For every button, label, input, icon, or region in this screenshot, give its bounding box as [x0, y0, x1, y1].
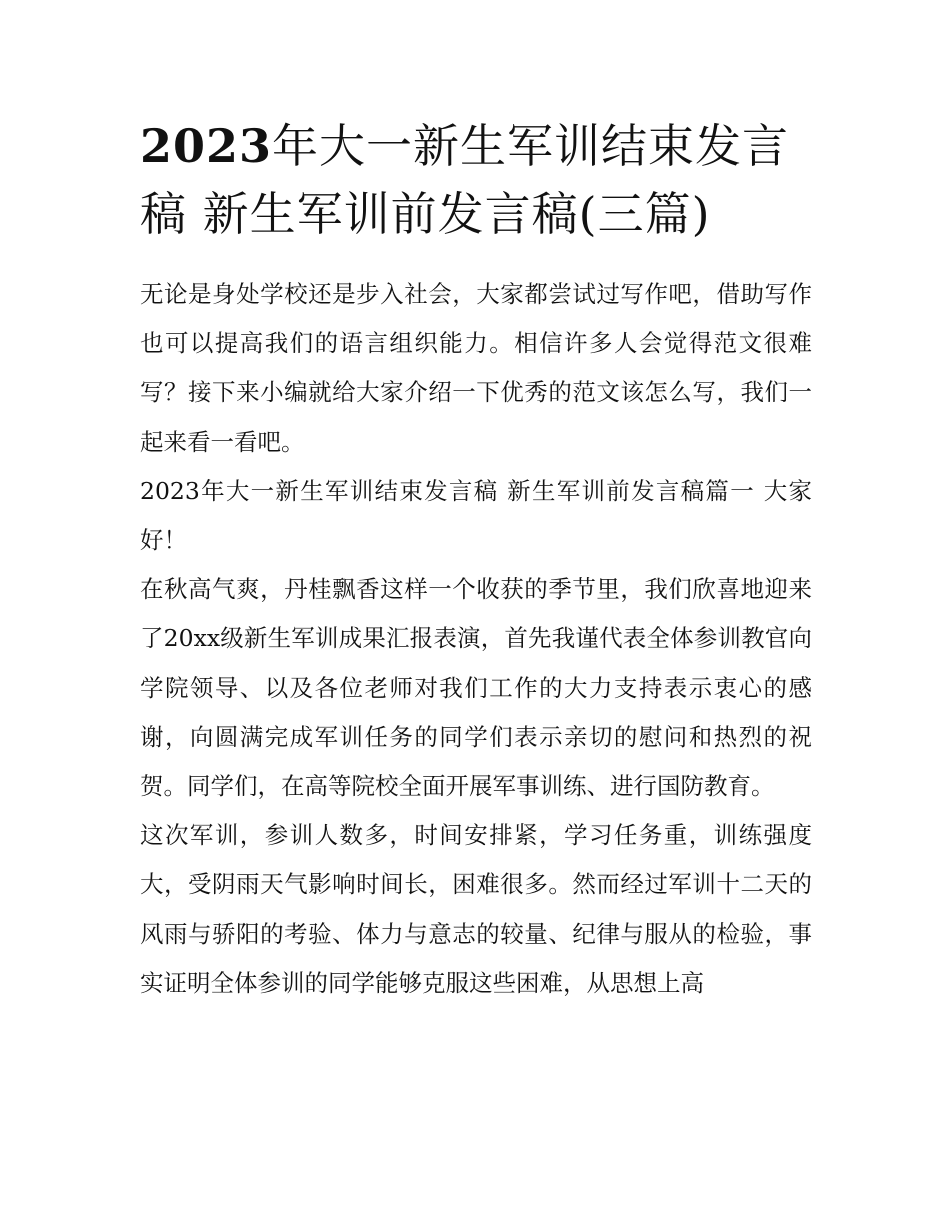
document-body: [140, 270, 812, 1008]
document-content: [140, 112, 812, 1008]
paragraph-opening: 在秋高气爽，丹桂飘香这样一个收获的季节里，我们欣喜地迎来了20xx级新生军训成果汇报表演，首先我谨代表全体参训教官向学院领导、以及各位老师对我们工作的大力支持表示衷心的感谢，向圆满完成军训任务的同学们表示亲切的慰问和热烈的祝贺。同学们，在高等院校全面开展军事训练、进行国防教育。: [140, 575, 812, 801]
title-text: 年大一新生军训结束发言稿 新生军训前发言稿(三篇): [140, 119, 790, 241]
paragraph-intro: 无论是身处学校还是步入社会，大家都尝试过写作吧，借助写作也可以提高我们的语言组织能力。相信许多人会觉得范文很难写？接下来小编就给大家介绍一下优秀的范文该怎么写，我们一起来看一看吧。: [140, 280, 812, 456]
paragraph-training: 这次军训，参训人数多，时间安排紧，学习任务重，训练强度大，受阴雨天气影响时间长，困难很多。然而经过军训十二天的风雨与骄阳的考验、体力与意志的较量、纪律与服从的检验，事实证明全体参训的同学能够克服这些困难，从思想上高: [140, 821, 812, 997]
document-title: [140, 112, 812, 248]
paragraph-section-heading: 2023年大一新生军训结束发言稿 新生军训前发言稿篇一 大家好！: [140, 476, 812, 555]
title-year: 2023: [140, 119, 273, 173]
